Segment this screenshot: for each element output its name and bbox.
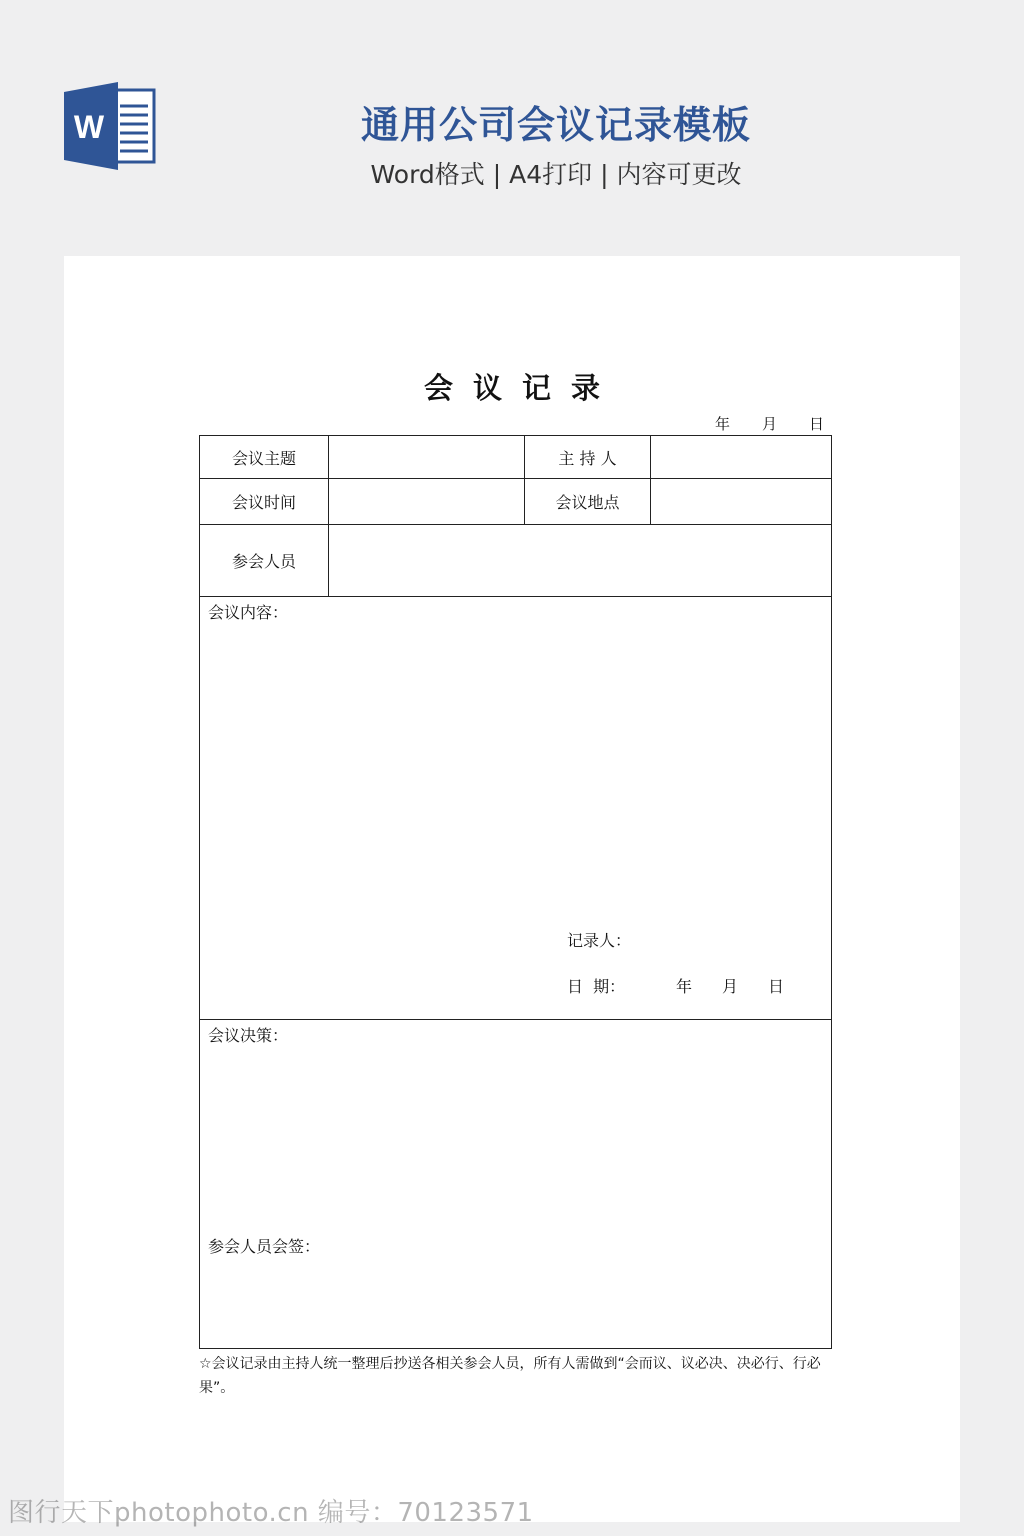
word-icon [64, 82, 156, 170]
header-date [715, 413, 824, 434]
document-page [64, 256, 960, 1522]
record-date-day: 日 [768, 977, 785, 996]
document-title: 会议记录 [423, 371, 620, 405]
topic-label: 会议主题 [231, 448, 296, 468]
host-label: 主 持 人 [558, 448, 617, 468]
banner-subtitle: Word格式 | A4打印 | 内容可更改 [370, 160, 742, 189]
header-date-day: 日 [808, 415, 824, 433]
time-label: 会议时间 [231, 493, 296, 512]
record-date-month: 月 [722, 977, 739, 996]
attendees-label: 参会人员 [231, 552, 296, 571]
content-label: 会议内容： [208, 603, 289, 622]
record-date-year: 年 [676, 977, 693, 996]
record-date [676, 974, 784, 997]
header-date-year: 年 [714, 415, 730, 433]
meeting-table [199, 435, 832, 1349]
topic-field[interactable] [329, 436, 524, 478]
footnote: ☆会议记录由主持人统一整理后抄送各相关参会人员，所有人需做到“会而议、议必决、决必行、行必果”。 [199, 1356, 821, 1396]
record-date-label: 日 期： [567, 977, 626, 996]
table-rule [200, 596, 831, 597]
time-field[interactable] [329, 479, 524, 524]
place-field[interactable] [651, 479, 831, 524]
recorder-label: 记录人： [567, 931, 632, 950]
header-date-month: 月 [761, 415, 777, 433]
table-rule [200, 1019, 831, 1020]
host-field[interactable] [651, 436, 831, 478]
watermark: 图行天下photophoto.cn 编号：70123571 [8, 1498, 534, 1528]
banner-title: 通用公司会议记录模板 [360, 103, 751, 147]
decision-label: 会议决策： [208, 1026, 289, 1045]
word-logo-letter: W [73, 109, 105, 145]
sign-label: 参会人员会签： [208, 1237, 321, 1256]
attendees-field[interactable] [329, 525, 831, 596]
place-label: 会议地点 [555, 493, 620, 512]
